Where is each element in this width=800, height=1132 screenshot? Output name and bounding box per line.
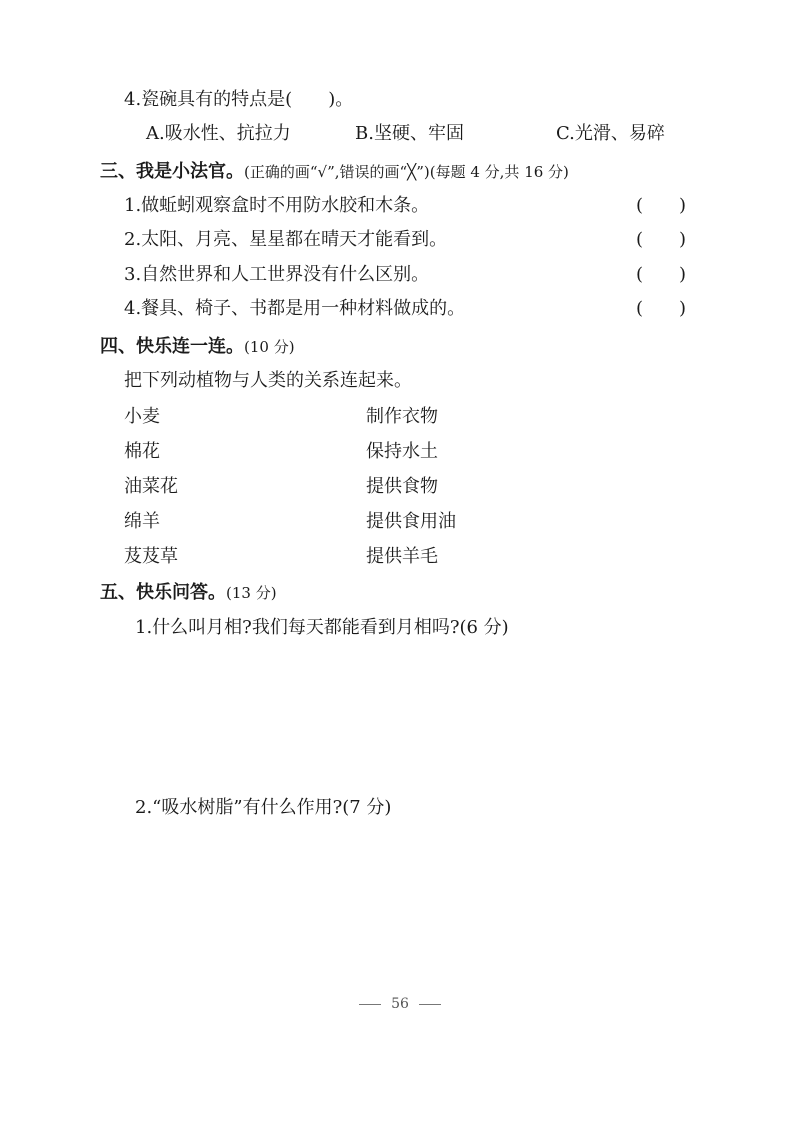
match-right-2: 保持水土: [366, 441, 438, 462]
section-3-title: 三、我是小法官。: [100, 161, 244, 182]
match-right-1: 制作衣物: [366, 406, 438, 427]
section-4-instruction: 把下列动植物与人类的关系连起来。: [124, 370, 412, 391]
answer-question-2: 2.“吸水树脂”有什么作用?(7 分): [135, 797, 392, 818]
answer-question-1: 1.什么叫月相?我们每天都能看到月相吗?(6 分): [135, 617, 509, 638]
section-3-heading: [100, 160, 569, 184]
match-right-3: 提供食物: [366, 476, 438, 497]
section-4-title: 四、快乐连一连。: [100, 336, 244, 357]
footer-dash-right: [419, 1004, 441, 1005]
match-right-4: 提供食用油: [366, 511, 456, 532]
page-footer: [0, 996, 800, 1012]
option-c: C.光滑、易碎: [556, 123, 665, 144]
option-a: A.吸水性、抗拉力: [146, 123, 291, 144]
section-5-note: (13 分): [226, 584, 277, 602]
match-left-3: 油菜花: [124, 476, 178, 497]
question-4-stem: 4.瓷碗具有的特点是( )。: [124, 89, 354, 110]
section-5-title: 五、快乐问答。: [100, 582, 226, 603]
match-right-5: 提供羊毛: [366, 546, 438, 567]
judge-item-2: 2.太阳、月亮、星星都在晴天才能看到。: [124, 229, 448, 250]
footer-dash-left: [359, 1004, 381, 1005]
match-left-5: 芨芨草: [124, 546, 178, 567]
judge-item-3: 3.自然世界和人工世界没有什么区别。: [124, 264, 430, 285]
judge-answer-2: ( ): [636, 229, 687, 250]
section-3-note: (正确的画“√”,错误的画“╳”)(每题 4 分,共 16 分): [244, 163, 569, 181]
judge-answer-1: ( ): [636, 195, 687, 216]
judge-answer-4: ( ): [636, 298, 687, 319]
match-left-1: 小麦: [124, 406, 160, 427]
section-5-heading: [100, 581, 277, 605]
judge-answer-3: ( ): [636, 264, 687, 285]
judge-item-1: 1.做蚯蚓观察盒时不用防水胶和木条。: [124, 195, 430, 216]
judge-item-4: 4.餐具、椅子、书都是用一种材料做成的。: [124, 298, 466, 319]
option-b: B.坚硬、牢固: [355, 123, 464, 144]
page-number: 56: [391, 996, 409, 1012]
match-left-4: 绵羊: [124, 511, 160, 532]
section-4-note: (10 分): [244, 338, 295, 356]
section-4-heading: [100, 335, 295, 359]
match-left-2: 棉花: [124, 441, 160, 462]
